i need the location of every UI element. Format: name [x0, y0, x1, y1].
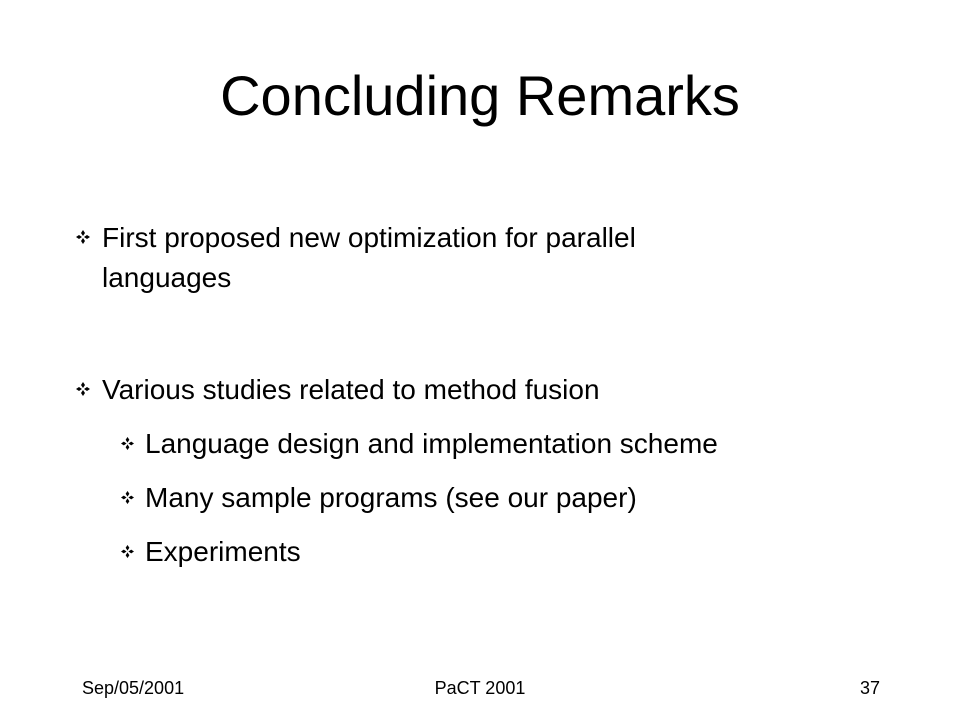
slide-title: Concluding Remarks	[220, 64, 740, 127]
bullet-line: Various studies related to method fusion	[102, 374, 600, 405]
footer-conference: PaCT 2001	[434, 678, 526, 698]
sub-bullet-item	[145, 532, 885, 572]
sub-bullet-item	[145, 424, 885, 464]
diamond-bullet-icon	[76, 382, 90, 396]
bullet-item	[102, 370, 842, 410]
bullet-line: Many sample programs (see our paper)	[145, 482, 637, 513]
footer-date: Sep/05/2001	[82, 678, 185, 698]
footer-page-number: 37	[860, 678, 881, 698]
bullet-line: Language design and implementation scheme	[145, 428, 718, 459]
diamond-bullet-icon	[121, 437, 134, 450]
bullet-line: languages	[102, 262, 232, 293]
diamond-bullet-icon	[121, 545, 134, 558]
sub-bullet-item	[145, 478, 885, 518]
bullet-line: First proposed new optimization for parallel	[102, 222, 636, 253]
bullet-item	[102, 218, 842, 298]
bullet-line: Experiments	[145, 536, 301, 567]
diamond-bullet-icon	[121, 491, 134, 504]
diamond-bullet-icon	[76, 230, 90, 244]
